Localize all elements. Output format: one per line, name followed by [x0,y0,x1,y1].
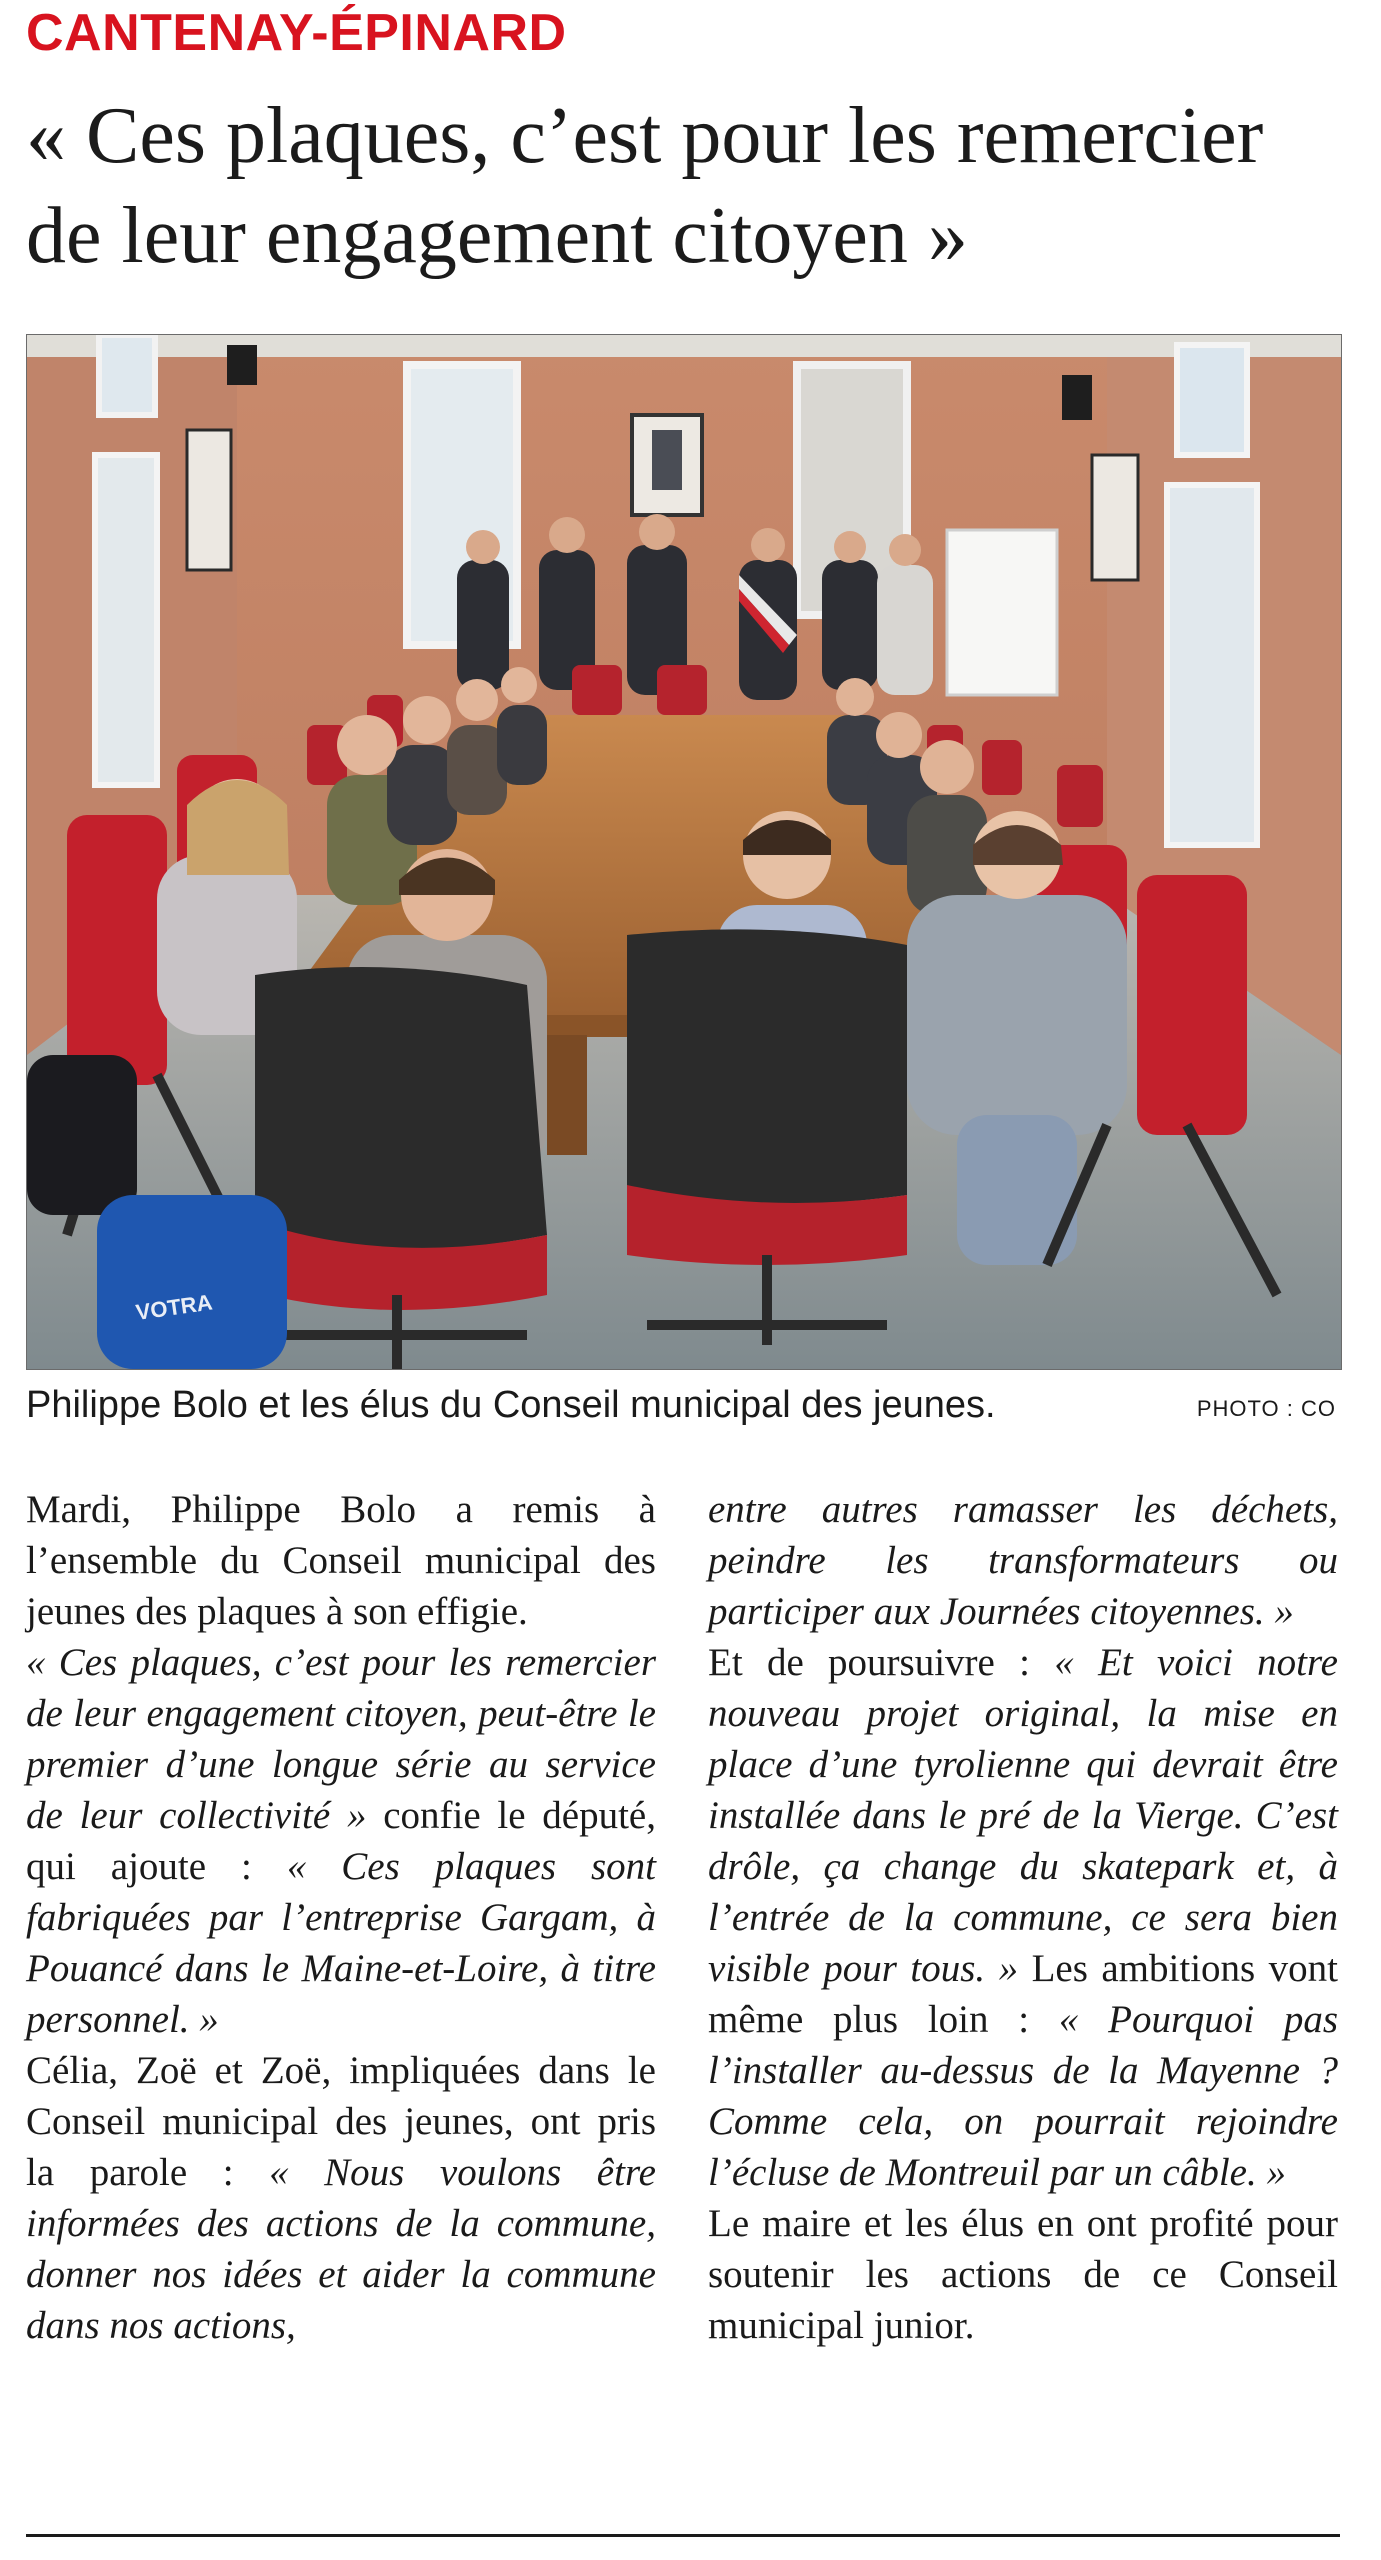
body-paragraph [26,2045,656,2351]
photo-credit: PHOTO : CO [1196,1396,1336,1421]
body-paragraph [26,1637,656,2045]
quote-text: « Ces plaques sont fabriquées par l’entreprise Gargam, à Pouancé dans le Maine-et-Loire, à titre personnel. » [26,1845,656,2041]
photo-illustration [27,335,1341,1369]
body-text: Le maire et les élus en ont profité pour soutenir les actions de ce Conseil municipal junior. [708,2202,1338,2347]
quote-text: « Pourquoi pas l’installer au-dessus de la Mayenne ? Comme cela, on pourrait rejoindre l’écluse de Montreuil par un câble. » [708,1998,1338,2194]
body-text: Les ambitions vont même plus loin : [708,1947,1338,2041]
body-paragraph [708,1637,1338,2198]
body-column-right [708,1484,1338,2351]
body-text: Célia, Zoë et Zoë, impliquées dans le Conseil municipal des jeunes, ont pris la parole : [26,2049,656,2194]
quote-text: « Nous voulons être informées des actions de la commune, donner nos idées et aider la commune dans nos actions, [26,2151,656,2347]
quote-text: entre autres ramasser les déchets, peindre les transformateurs ou participer aux Journées citoyennes. » [708,1488,1338,1633]
backpack-label: VOTRA [134,1289,214,1325]
body-column-left [26,1484,656,2351]
body-paragraph [708,1484,1338,1637]
body-paragraph [708,2198,1338,2351]
quote-text: « Ces plaques, c’est pour les remercier de leur engagement citoyen, peut-être le premier d’une longue série au service de leur collectivité » [26,1641,656,1837]
section-label: CANTENAY-ÉPINARD [26,4,567,62]
photo-caption: Philippe Bolo et les élus du Conseil municipal des jeunes. [26,1384,996,1426]
body-paragraph [26,1484,656,1637]
photo-caption-row [26,1380,1336,1430]
bottom-rule [26,2534,1340,2537]
body-text: Et de poursuivre : [708,1641,1055,1684]
article-photo [26,334,1342,1370]
quote-text: « Et voici notre nouveau projet original, la mise en place d’une tyrolienne qui devrait être installée dans le pré de la Vierge. C’est drôle, ça change du skatepark et, à l’entrée de la commune, ce sera bien visible pour tous. » [708,1641,1338,1990]
body-text: Mardi, Philippe Bolo a remis à l’ensemble du Conseil municipal des jeunes des plaques à son effigie. [26,1488,656,1633]
body-text: confie le député, qui ajoute : [26,1794,656,1888]
headline: « Ces plaques, c’est pour les remercier de leur engagement citoyen » [26,92,1264,280]
